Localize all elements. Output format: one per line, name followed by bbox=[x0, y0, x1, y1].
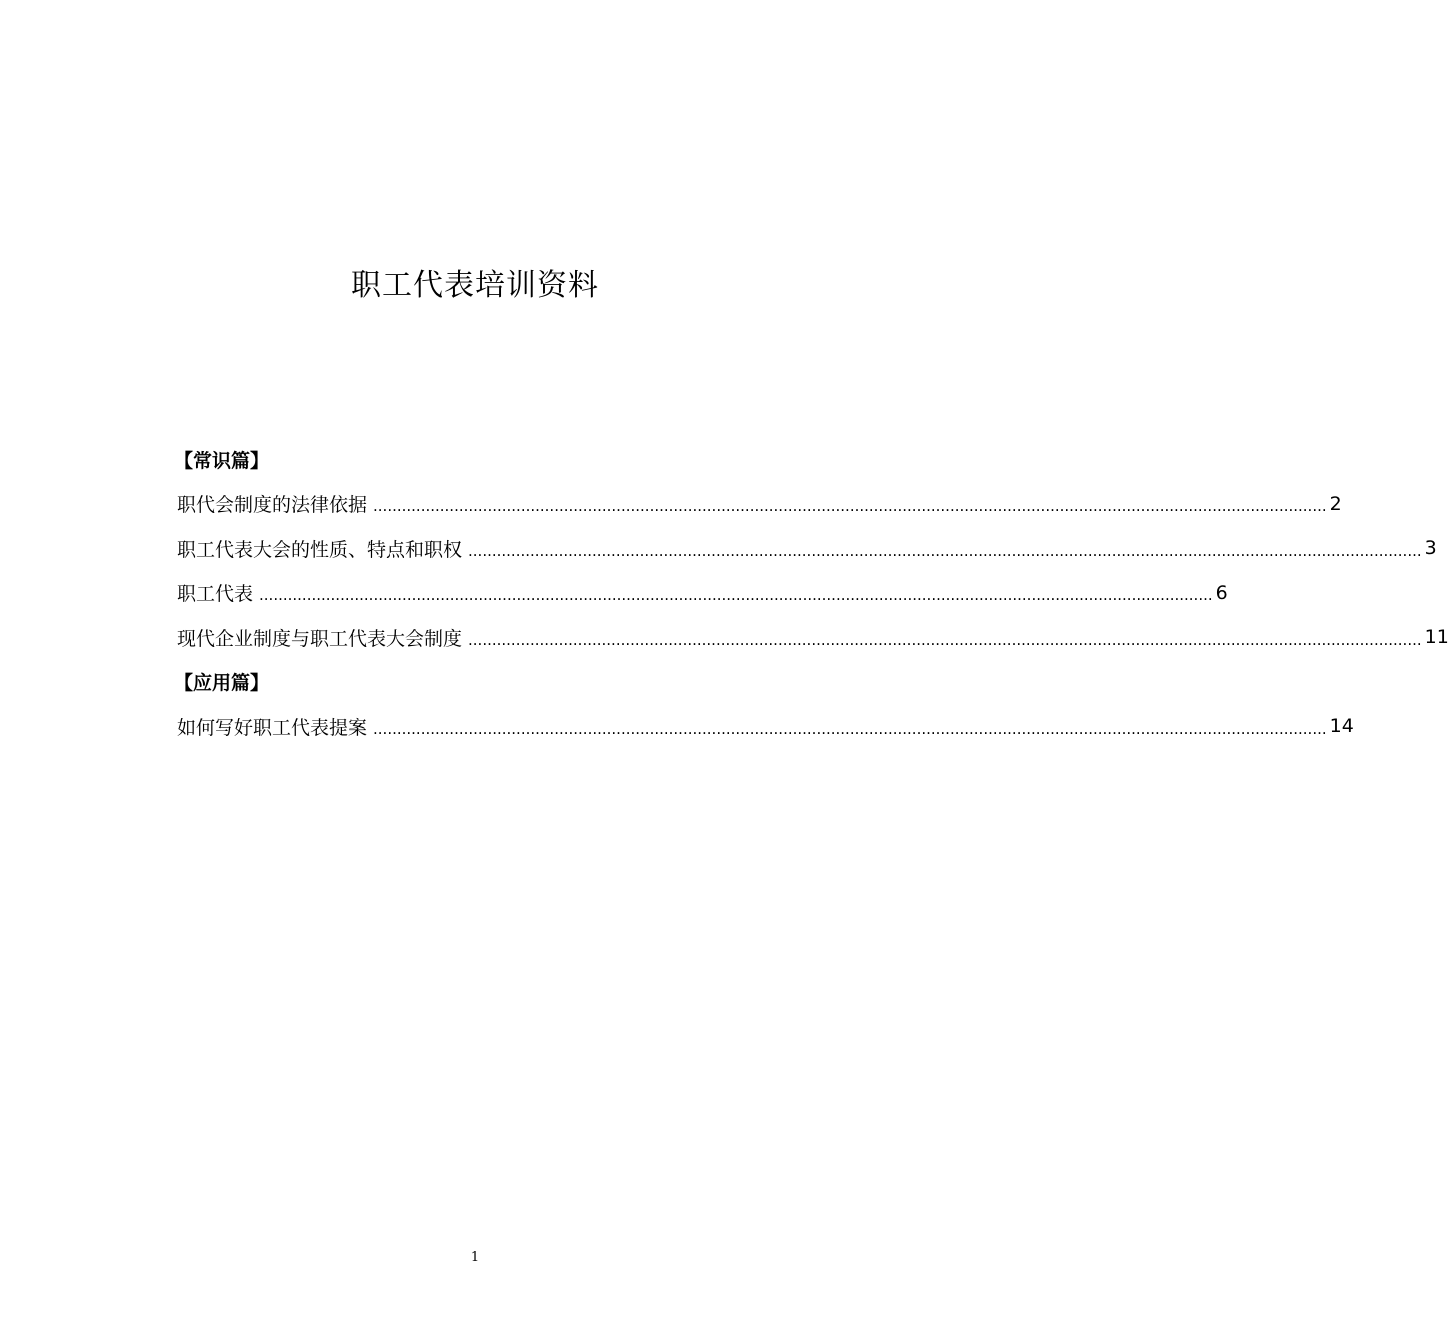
table-of-contents bbox=[174, 437, 1449, 749]
toc-entry-page: 14 bbox=[1329, 715, 1354, 738]
document-title: 职工代表培训资料 bbox=[351, 268, 599, 303]
toc-entry[interactable] bbox=[177, 615, 1449, 660]
page-number: 1 bbox=[470, 1250, 480, 1265]
toc-section-heading-application: 【应用篇】 bbox=[174, 672, 270, 695]
toc-dot-leader: ........................................................................................................................................................................................................ bbox=[468, 541, 1422, 560]
toc-entry[interactable] bbox=[177, 571, 1228, 616]
toc-entry-title: 现代企业制度与职工代表大会制度 bbox=[177, 627, 463, 650]
toc-entry-title: 如何写好职工代表提案 bbox=[177, 716, 368, 739]
toc-entry-title: 职代会制度的法律依据 bbox=[177, 494, 368, 517]
toc-entry-title: 职工代表 bbox=[177, 583, 254, 606]
toc-dot-leader: ........................................................................................................................................................................................................ bbox=[373, 719, 1327, 738]
toc-section-heading-common: 【常识篇】 bbox=[174, 449, 270, 472]
toc-entry-title: 职工代表大会的性质、特点和职权 bbox=[177, 538, 463, 561]
toc-entry[interactable] bbox=[177, 526, 1437, 571]
toc-entry[interactable] bbox=[177, 482, 1342, 527]
toc-entry-page: 3 bbox=[1424, 537, 1437, 560]
toc-entry-page: 11 bbox=[1424, 626, 1449, 649]
toc-dot-leader: ........................................................................................................................................................................................................ bbox=[259, 586, 1213, 604]
toc-entry[interactable] bbox=[177, 704, 1354, 749]
toc-dot-leader: ........................................................................................................................................................................................................ bbox=[373, 497, 1327, 515]
toc-entry-page: 6 bbox=[1215, 581, 1228, 604]
toc-entry-page: 2 bbox=[1329, 492, 1342, 515]
toc-dot-leader: ........................................................................................................................................................................................................ bbox=[468, 630, 1422, 649]
